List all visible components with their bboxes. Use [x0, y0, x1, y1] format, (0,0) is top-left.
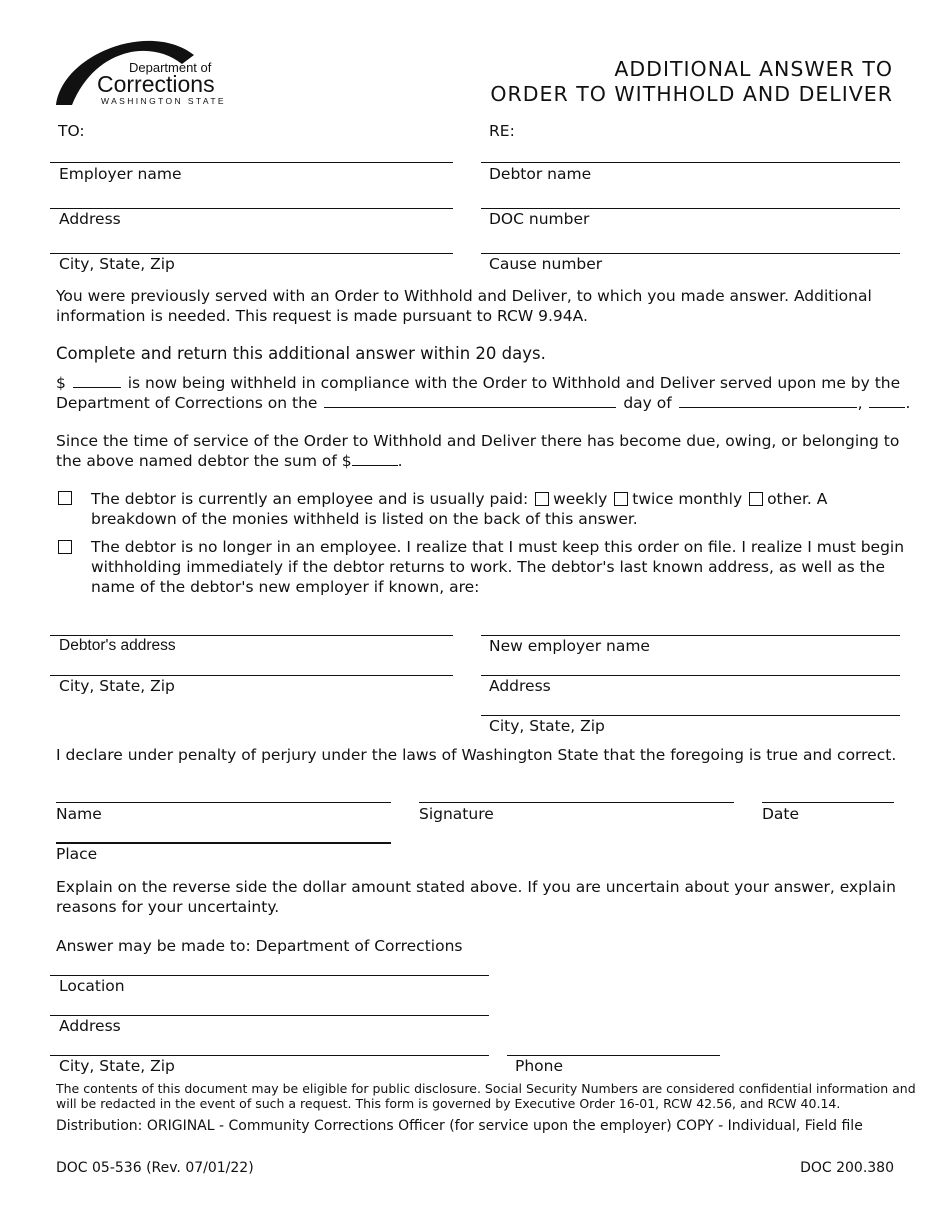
employer-city-label: City, State, Zip	[59, 255, 175, 273]
intro-line1: You were previously served with an Order to Withhold and Deliver, to which you made answer. Additional	[56, 287, 872, 305]
form-number: DOC 05-536 (Rev. 07/01/22)	[56, 1160, 254, 1176]
other-label: other. A	[767, 490, 828, 508]
new-employer-name-label: New employer name	[489, 637, 650, 655]
period: .	[905, 394, 911, 412]
declaration-text: I declare under penalty of perjury under the laws of Washington State that the foregoing is true and correct.	[56, 746, 897, 764]
option1-text: The debtor is currently an employee and is usually paid:	[91, 490, 529, 508]
served-day-field[interactable]	[324, 393, 616, 408]
new-employer-address-label: Address	[489, 677, 551, 695]
option2-text	[91, 537, 904, 597]
since-period: .	[397, 452, 403, 470]
debtor-city-label: City, State, Zip	[59, 677, 175, 695]
signature-field[interactable]	[419, 802, 734, 803]
logo-text-department: Department of	[129, 60, 212, 75]
doc-number-label: DOC number	[489, 210, 590, 228]
policy-number: DOC 200.380	[800, 1160, 894, 1176]
explain-line2: reasons for your uncertainty.	[56, 898, 280, 916]
disclosure-line2: will be redacted in the event of such a request. This form is governed by Executive Order 16-01, RCW 42.56, and RCW 40.14.	[56, 1096, 841, 1111]
weekly-label: weekly	[553, 490, 608, 508]
disclosure-line1: The contents of this document may be eligible for public disclosure. Social Security Numbers are considered confidential information and	[56, 1081, 916, 1096]
withheld-amount-field[interactable]	[73, 373, 121, 388]
debtor-address-label: Debtor's address	[59, 637, 176, 654]
debtor-name-field[interactable]	[481, 162, 900, 163]
dollar-sign: $	[56, 374, 66, 392]
option2-line2: withholding immediately if the debtor returns to work. The debtor's last known address, as well as the	[91, 558, 886, 576]
cause-number-label: Cause number	[489, 255, 603, 273]
option2-line1: The debtor is no longer in an employee. I realize that I must keep this order on file. I realize I must begin	[91, 538, 905, 556]
since-line1: Since the time of service of the Order to Withhold and Deliver there has become due, owing, or belonging to	[56, 432, 900, 450]
weekly-checkbox[interactable]	[535, 492, 549, 506]
phone-label: Phone	[515, 1057, 564, 1075]
explain-line1: Explain on the reverse side the dollar amount stated above. If you are uncertain about your answer, explain	[56, 878, 896, 896]
place-field[interactable]	[56, 842, 391, 844]
signature-label: Signature	[419, 805, 494, 823]
answer-address-label: Address	[59, 1017, 121, 1035]
no-longer-employee-checkbox[interactable]	[58, 540, 72, 554]
to-label: TO:	[58, 122, 85, 140]
logo-text-state: WASHINGTON STATE	[101, 96, 226, 106]
served-on-text: Department of Corrections on the	[56, 394, 318, 412]
name-field[interactable]	[56, 802, 391, 803]
logo-text-corrections: Corrections	[97, 71, 215, 97]
option1-line1	[91, 489, 827, 509]
re-label: RE:	[489, 122, 515, 140]
disclosure-text	[56, 1081, 916, 1111]
sum-amount-field[interactable]	[352, 451, 398, 466]
withheld-line2	[56, 393, 910, 413]
comma: ,	[857, 394, 863, 412]
form-title-line2: ORDER TO WITHHOLD AND DELIVER	[490, 82, 893, 106]
withheld-line1	[56, 373, 900, 393]
location-label: Location	[59, 977, 125, 995]
intro-paragraph	[56, 286, 872, 326]
employee-checkbox[interactable]	[58, 491, 72, 505]
debtor-name-label: Debtor name	[489, 165, 592, 183]
answer-to-text: Answer may be made to: Department of Corrections	[56, 937, 463, 955]
twice-monthly-label: twice monthly	[632, 490, 743, 508]
answer-city-label: City, State, Zip	[59, 1057, 175, 1075]
date-label: Date	[762, 805, 800, 823]
form-title-line1: ADDITIONAL ANSWER TO	[614, 57, 893, 81]
other-checkbox[interactable]	[749, 492, 763, 506]
date-field[interactable]	[762, 802, 894, 803]
option2-line3: name of the debtor's new employer if known, are:	[91, 578, 480, 596]
since-line2: the above named debtor the sum of $	[56, 452, 352, 470]
intro-line2: information is needed. This request is made pursuant to RCW 9.94A.	[56, 307, 588, 325]
since-paragraph	[56, 431, 899, 471]
explain-paragraph	[56, 877, 896, 917]
employer-address-label: Address	[59, 210, 121, 228]
option1-line2: breakdown of the monies withheld is listed on the back of this answer.	[91, 510, 638, 528]
distribution-text: Distribution: ORIGINAL - Community Corrections Officer (for service upon the employer) COPY - Individual, Field file	[56, 1118, 863, 1134]
place-label: Place	[56, 845, 98, 863]
new-employer-city-label: City, State, Zip	[489, 717, 605, 735]
served-month-field[interactable]	[679, 393, 857, 408]
employer-name-field[interactable]	[50, 162, 453, 163]
twice-monthly-checkbox[interactable]	[614, 492, 628, 506]
instruction-text: Complete and return this additional answer within 20 days.	[56, 344, 546, 363]
name-label: Name	[56, 805, 102, 823]
withheld-text: is now being withheld in compliance with the Order to Withhold and Deliver served upon me by the	[127, 374, 901, 392]
day-of-text: day of	[623, 394, 672, 412]
served-year-field[interactable]	[869, 393, 905, 408]
employer-name-label: Employer name	[59, 165, 182, 183]
doc-logo	[54, 30, 254, 110]
